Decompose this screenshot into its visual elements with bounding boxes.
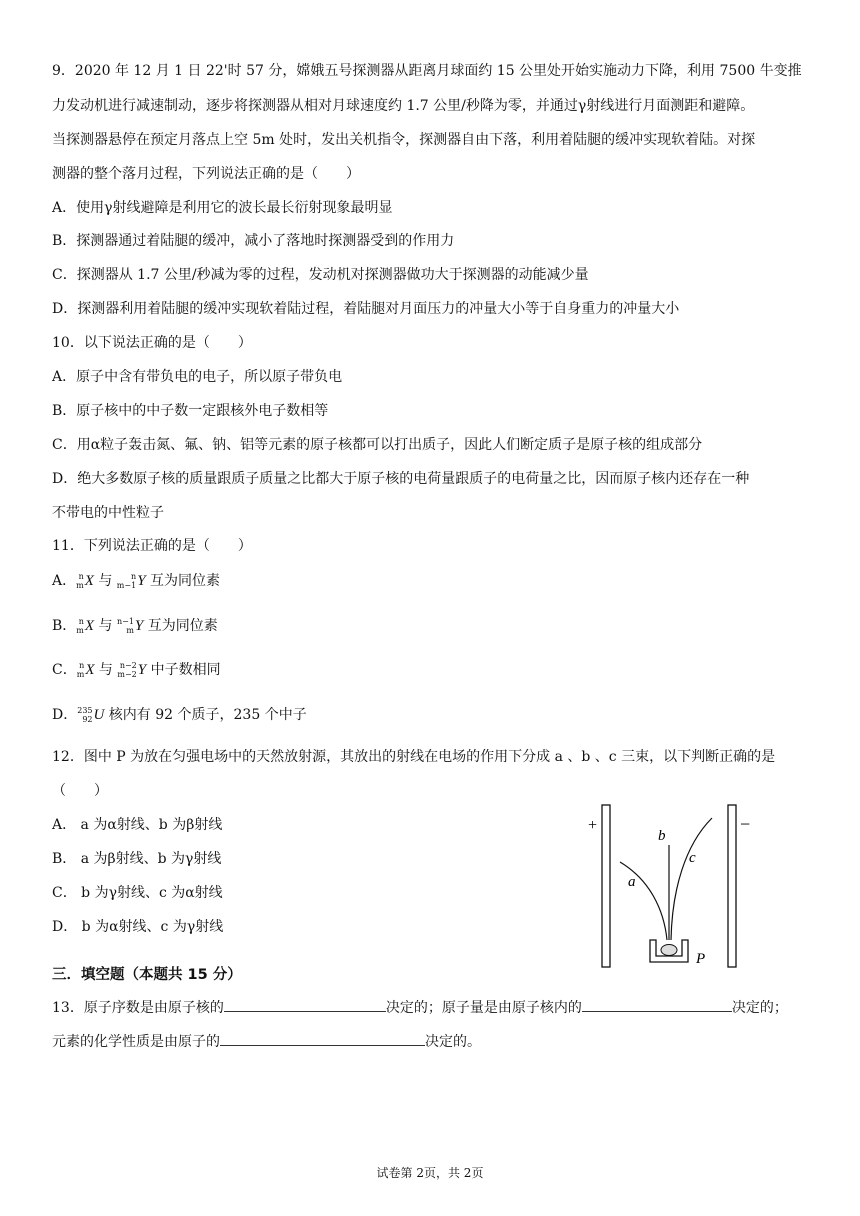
q10-option-b: B．原子核中的中子数一定跟核外电子数相等 (52, 403, 329, 419)
q13-line-2: 元素的化学性质是由原子的 决定的。 (52, 1031, 481, 1051)
q10-stem: 10．以下说法正确的是（ ） (52, 335, 252, 351)
label-p: P (696, 951, 706, 967)
q9-line-1: 9．2020 年 12 月 1 日 22'时 57 分，嫦娥五号探测器从距离月球面约 15 公里处开始实施动力下降，利用 7500 牛变推 (52, 63, 802, 79)
label-a: a (628, 874, 636, 890)
radioactive-source (661, 945, 677, 956)
negative-plate (728, 805, 736, 967)
q9-option-b: B．探测器通过着陆腿的缓冲，减小了落地时探测器受到的作用力 (52, 233, 455, 249)
q10-option-a: A．原子中含有带负电的电子，所以原子带负电 (52, 369, 343, 385)
q9-option-a: A．使用γ射线避障是利用它的波长最长衍射现象最明显 (52, 200, 393, 216)
q10-option-d-cont: 不带电的中性粒子 (52, 505, 164, 521)
minus-sign: − (740, 814, 751, 834)
q11-stem: 11．下列说法正确的是（ ） (52, 538, 252, 554)
q9-option-c: C．探测器从 1.7 公里/秒减为零的过程，发动机对探测器做功大于探测器的动能减少量 (52, 267, 589, 283)
blank-3[interactable] (220, 1031, 425, 1046)
q12-stem: 12．图中 P 为放在匀强电场中的天然放射源，其放出的射线在电场的作用下分成 a 、b 、c 三束，以下判断正确的是 (52, 749, 776, 765)
label-b: b (658, 828, 666, 844)
label-c: c (689, 850, 696, 866)
q11-option-c: C． n mX 与 n−2 m−2Y 中子数相同 (52, 661, 221, 679)
q12-option-a: A． a 为α射线、b 为β射线 (52, 817, 223, 833)
plus-sign: + (588, 817, 598, 834)
q9-option-d: D．探测器利用着陆腿的缓冲实现软着陆过程，着陆腿对月面压力的冲量大小等于自身重力的冲量大小 (52, 301, 680, 317)
nuclide-y-scripts: n m−1 (116, 572, 137, 590)
q11-option-b: B． n mX 与 n−1 mY 互为同位素 (52, 617, 218, 635)
blank-1[interactable] (224, 997, 386, 1012)
q9-line-3: 当探测器悬停在预定月落点上空 5m 处时，发出关机指令，探测器自由下落，利用着陆腿的缓冲实现软着陆。对探 (52, 132, 756, 148)
q12-option-b: B． a 为β射线、b 为γ射线 (52, 851, 222, 867)
positive-plate (602, 805, 610, 967)
q12-option-c: C． b 为γ射线、c 为α射线 (52, 885, 223, 901)
page-footer: 试卷第 2页，共 2页 (376, 1166, 484, 1180)
radiation-field-figure (580, 800, 760, 975)
blank-2[interactable] (582, 997, 732, 1012)
q10-option-c: C．用α粒子轰击氮、氟、钠、铝等元素的原子核都可以打出质子，因此人们断定质子是原子核的组成部分 (52, 437, 703, 453)
q10-option-d: D．绝大多数原子核的质量跟质子质量之比都大于原子核的电荷量跟质子的电荷量之比，因而原子核内还存在一种 (52, 471, 750, 487)
ray-c (671, 818, 712, 940)
q9-line-2: 力发动机进行减速制动，逐步将探测器从相对月球速度约 1.7 公里/秒降为零，并通过γ射线进行月面测距和避障。 (52, 98, 755, 114)
q12-stem-paren: （ ） (52, 783, 108, 799)
q9-line-4: 测器的整个落月过程，下列说法正确的是（ ） (52, 166, 360, 182)
section-3-title: 三．填空题（本题共 15 分） (52, 967, 242, 983)
q13-line-1: 13．原子序数是由原子核的 决定的；原子量是由原子核内的 决定的； (52, 997, 788, 1017)
q12-option-d: D． b 为α射线、c 为γ射线 (52, 919, 224, 935)
q11-option-a: A． n mX 与 n m−1Y 互为同位素 (52, 572, 220, 590)
q11-option-d: D．235 92U 核内有 92 个质子，235 个中子 (52, 706, 307, 724)
nuclide-x-scripts: n m (76, 572, 84, 590)
